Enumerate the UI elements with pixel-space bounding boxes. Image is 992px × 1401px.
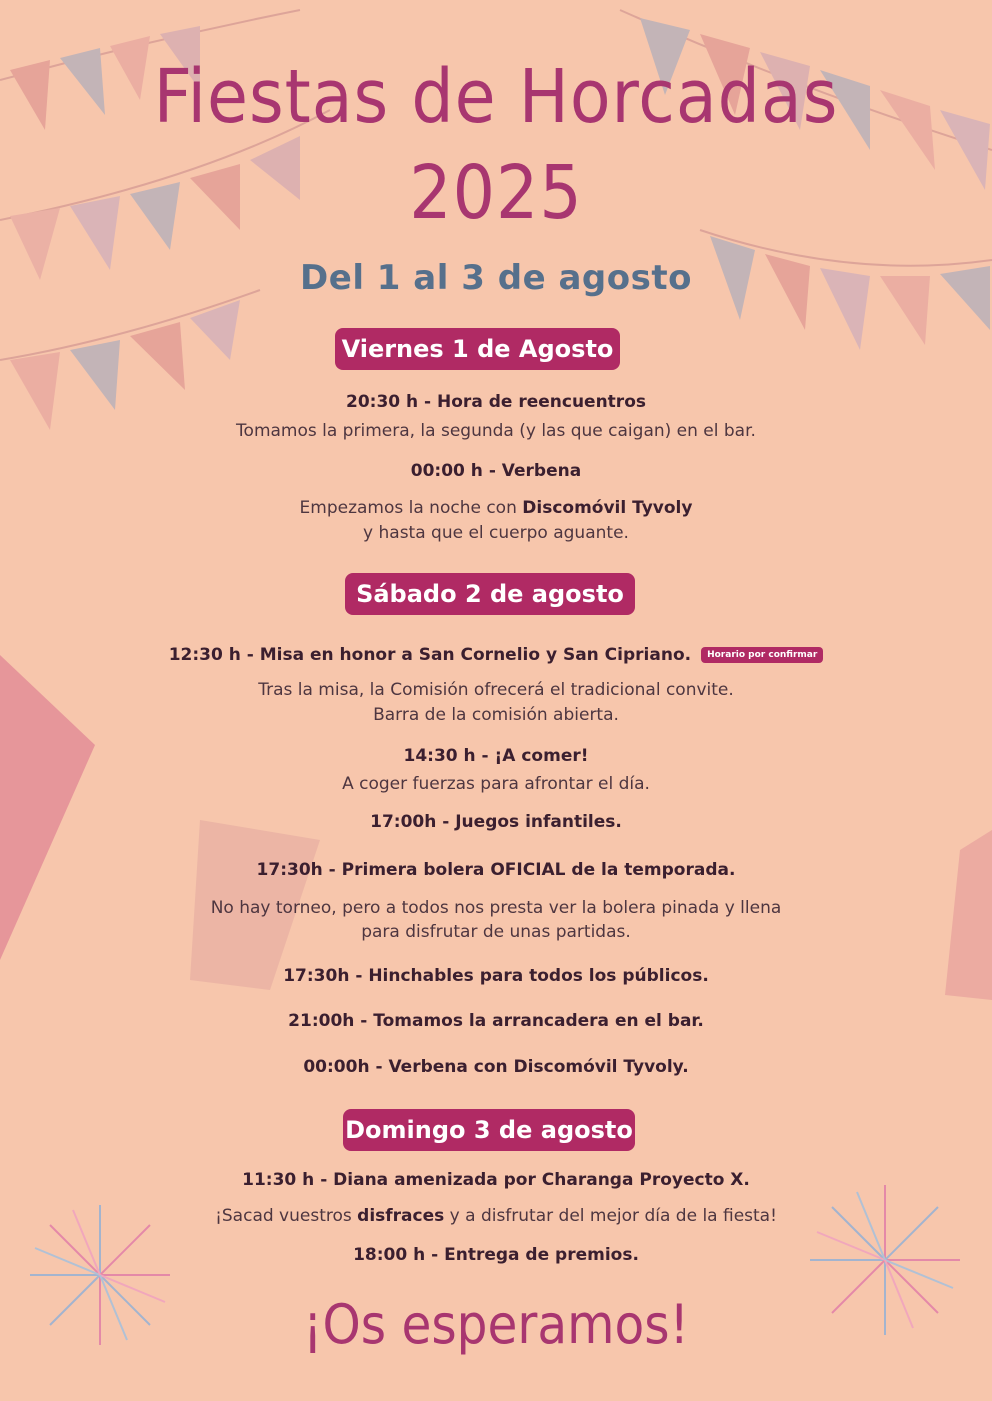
event-heading: 17:30h - Hinchables para todos los públicos.: [283, 966, 709, 986]
highlight-word: disfraces: [357, 1206, 445, 1226]
event-description: Tras la misa, la Comisión ofrecerá el tradicional convite.: [258, 680, 734, 700]
event-heading: 12:30 h - Misa en honor a San Cornelio y San Cipriano. Horario por confirmar: [0, 643, 992, 667]
event-description-line2: Barra de la comisión abierta.: [373, 705, 619, 725]
event-description-line2: para disfrutar de unas partidas.: [361, 922, 631, 942]
performer-name: Discomóvil Tyvoly: [522, 498, 693, 518]
day-header-sunday: Domingo 3 de agosto: [343, 1109, 635, 1151]
day-header-saturday: Sábado 2 de agosto: [345, 573, 635, 615]
event-heading: 18:00 h - Entrega de premios.: [353, 1245, 639, 1265]
poster-year: 2025: [409, 150, 583, 236]
event-description: ¡Sacad vuestros disfraces y a disfrutar del mejor día de la fiesta!: [215, 1206, 777, 1226]
poster-title: Fiestas de Horcadas: [153, 54, 839, 140]
event-heading: 21:00h - Tomamos la arrancadera en el bar.: [288, 1011, 704, 1031]
event-heading: 11:30 h - Diana amenizada por Charanga Proyecto X.: [242, 1170, 750, 1190]
day-header-friday: Viernes 1 de Agosto: [335, 328, 620, 370]
closing-message: ¡Os esperamos!: [303, 1293, 689, 1356]
event-heading: 17:00h - Juegos infantiles.: [370, 812, 622, 832]
status-badge: Horario por confirmar: [701, 647, 823, 663]
event-heading: 00:00 h - Verbena: [410, 461, 582, 481]
event-description: Empezamos la noche con Discomóvil Tyvoly: [299, 498, 693, 518]
event-description: A coger fuerzas para afrontar el día.: [342, 774, 650, 794]
event-heading: 00:00h - Verbena con Discomóvil Tyvoly.: [303, 1057, 689, 1077]
event-heading: 17:30h - Primera bolera OFICIAL de la temporada.: [256, 860, 736, 880]
event-heading: 20:30 h - Hora de reencuentros: [346, 392, 646, 412]
event-description: No hay torneo, pero a todos nos presta ver la bolera pinada y llena: [210, 898, 782, 918]
event-description-line2: y hasta que el cuerpo aguante.: [363, 523, 629, 543]
date-range: Del 1 al 3 de agosto: [300, 258, 692, 298]
event-heading: 14:30 h - ¡A comer!: [403, 746, 589, 766]
event-description: Tomamos la primera, la segunda (y las que caigan) en el bar.: [236, 421, 756, 441]
